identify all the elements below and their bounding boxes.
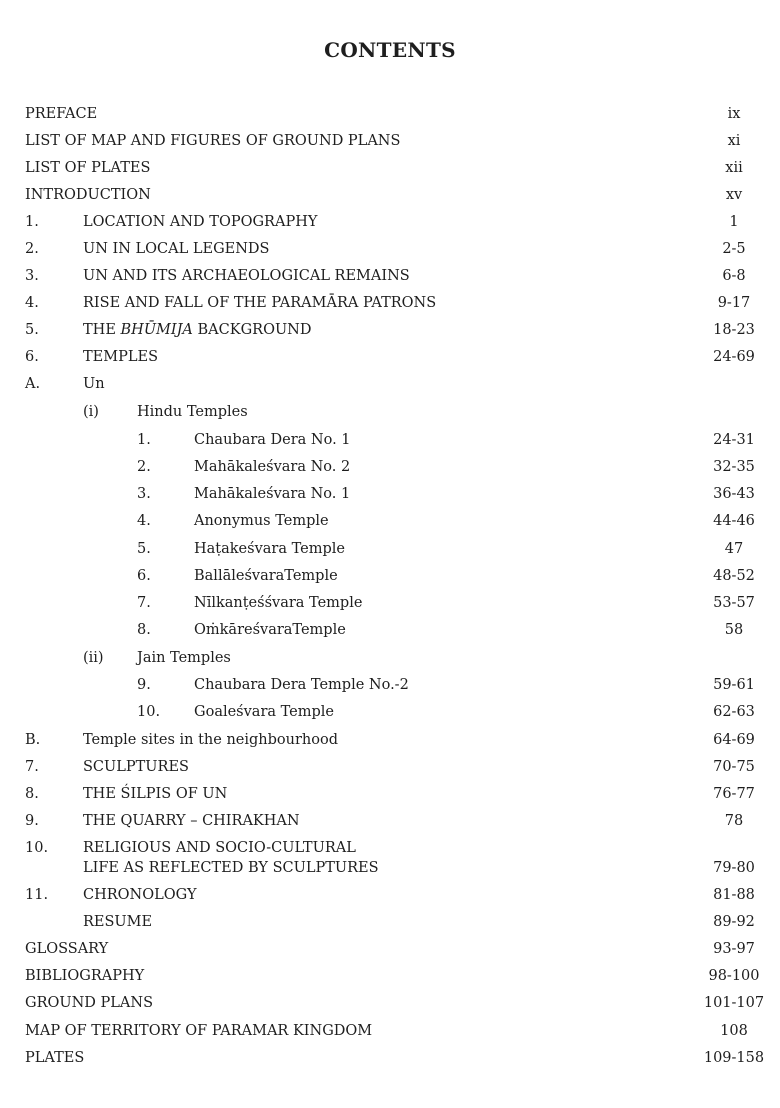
toc-entry-page: 64-69 — [713, 732, 755, 748]
toc-entry-label: THE ŚILPIS OF UN — [83, 786, 228, 802]
toc-entry-number: 4. — [137, 513, 151, 529]
toc-entry-subsection-i — [0, 400, 780, 424]
toc-entry-chapter-1 — [0, 210, 780, 234]
toc-entry-number: 11. — [25, 887, 49, 903]
toc-entry-page: 47 — [724, 541, 744, 557]
toc-entry-subsection-ii — [0, 646, 780, 670]
toc-entry-page: 93-97 — [713, 941, 755, 957]
toc-entry-label: Haṭakeśvara Temple — [194, 541, 345, 557]
toc-entry-label: MAP OF TERRITORY OF PARAMAR KINGDOM — [25, 1023, 373, 1039]
toc-entry-number: 9. — [137, 677, 151, 693]
toc-entry-number: 4. — [25, 295, 39, 311]
toc-entry-list-of-plates — [0, 156, 780, 180]
toc-entry-label — [83, 318, 312, 342]
toc-entry-label: TEMPLES — [83, 349, 159, 365]
toc-entry-page: 2-5 — [722, 241, 746, 257]
toc-entry-number: 8. — [25, 786, 39, 802]
toc-entry-page: 24-69 — [713, 349, 755, 365]
toc-entry-label: Hindu Temples — [137, 404, 248, 420]
toc-entry-number: 6. — [137, 568, 151, 584]
toc-entry-chapter-4 — [0, 291, 780, 315]
toc-entry-page: 62-63 — [713, 704, 755, 720]
toc-entry-page: 44-46 — [713, 513, 755, 529]
toc-entry-page: 9-17 — [717, 295, 751, 311]
toc-entry-list-of-maps — [0, 129, 780, 153]
toc-entry-hindu-4 — [0, 509, 780, 533]
toc-entry-page: 48-52 — [713, 568, 755, 584]
toc-entry-label: UN AND ITS ARCHAEOLOGICAL REMAINS — [83, 268, 410, 284]
toc-entry-section-a — [0, 372, 780, 396]
toc-entry-page: 79-80 — [713, 860, 755, 876]
toc-entry-page: 101-107 — [703, 995, 765, 1011]
toc-entry-chapter-5 — [0, 318, 780, 342]
toc-entry-label: RESUME — [83, 914, 153, 930]
toc-entry-chapter-9 — [0, 809, 780, 833]
toc-entry-label: SCULPTURES — [83, 759, 189, 775]
toc-entry-label-line-2: LIFE AS REFLECTED BY SCULPTURES — [83, 860, 379, 876]
toc-entry-hindu-2 — [0, 455, 780, 479]
toc-entry-number: (i) — [83, 404, 99, 420]
toc-entry-number: 3. — [25, 268, 39, 284]
toc-entry-jain-10 — [0, 700, 780, 724]
toc-entry-number: A. — [25, 376, 41, 392]
toc-entry-page: 70-75 — [713, 759, 755, 775]
toc-entry-page: 109-158 — [703, 1050, 765, 1066]
toc-entry-label: Un — [83, 376, 105, 392]
toc-entry-chapter-3 — [0, 264, 780, 288]
toc-entry-section-b — [0, 728, 780, 752]
toc-entry-label: PREFACE — [25, 106, 98, 122]
toc-entry-number: 2. — [137, 459, 151, 475]
toc-entry-chapter-11 — [0, 883, 780, 907]
toc-entry-label: Chaubara Dera Temple No.-2 — [194, 677, 409, 693]
toc-entry-label: Nīlkanṭeśśvara Temple — [194, 595, 363, 611]
toc-entry-chapter-8 — [0, 782, 780, 806]
toc-entry-label: LIST OF PLATES — [25, 160, 151, 176]
toc-entry-label-pre: THE — [83, 322, 121, 338]
toc-entry-page: 98-100 — [708, 968, 760, 984]
toc-entry-page: 108 — [720, 1023, 748, 1039]
toc-entry-hindu-6 — [0, 564, 780, 588]
toc-entry-label: GROUND PLANS — [25, 995, 154, 1011]
toc-entry-page: 81-88 — [713, 887, 755, 903]
toc-entry-label: Jain Temples — [137, 650, 231, 666]
toc-entry-preface — [0, 102, 780, 126]
toc-entry-label-italic: BHŪMIJA — [120, 322, 193, 338]
toc-entry-number: 8. — [137, 622, 151, 638]
toc-entry-page: xi — [727, 133, 741, 149]
toc-entry-label-post: BACKGROUND — [192, 322, 312, 338]
toc-entry-page: xii — [725, 160, 743, 176]
toc-entry-label: RISE AND FALL OF THE PARAMĀRA PATRONS — [83, 295, 437, 311]
toc-entry-page: 53-57 — [713, 595, 755, 611]
toc-entry-jain-9 — [0, 673, 780, 697]
toc-entry-number: 1. — [25, 214, 39, 230]
toc-entry-number: 2. — [25, 241, 39, 257]
toc-entry-number: 5. — [137, 541, 151, 557]
toc-entry-label: LOCATION AND TOPOGRAPHY — [83, 214, 318, 230]
toc-entry-page: 76-77 — [713, 786, 755, 802]
toc-entry-label: Temple sites in the neighbourhood — [83, 732, 339, 748]
page-title: CONTENTS — [324, 38, 456, 62]
toc-entry-map — [0, 1019, 780, 1043]
toc-entry-number: (ii) — [83, 650, 104, 666]
toc-entry-resume — [0, 910, 780, 934]
toc-entry-page: 32-35 — [713, 459, 755, 475]
toc-entry-glossary — [0, 937, 780, 961]
toc-entry-hindu-7 — [0, 591, 780, 615]
toc-entry-number: 10. — [137, 704, 161, 720]
toc-entry-label: Mahākaleśvara No. 2 — [194, 459, 351, 475]
toc-entry-label: Goaleśvara Temple — [194, 704, 335, 720]
toc-entry-label: Anonymus Temple — [194, 513, 329, 529]
toc-entry-hindu-8 — [0, 618, 780, 642]
toc-entry-bibliography — [0, 964, 780, 988]
toc-entry-label: BIBLIOGRAPHY — [25, 968, 145, 984]
toc-entry-page: 18-23 — [713, 322, 755, 338]
toc-entry-number: 7. — [137, 595, 151, 611]
toc-entry-label: OṁkāreśvaraTemple — [194, 622, 346, 638]
toc-entry-page: xv — [725, 187, 743, 203]
toc-entry-plates — [0, 1046, 780, 1070]
toc-entry-page: 36-43 — [713, 486, 755, 502]
toc-entry-page: 24-31 — [713, 432, 755, 448]
toc-entry-label — [83, 838, 379, 878]
toc-entry-page: 89-92 — [713, 914, 755, 930]
toc-entry-hindu-5 — [0, 537, 780, 561]
toc-entry-number: 1. — [137, 432, 151, 448]
toc-entry-page: 6-8 — [722, 268, 746, 284]
toc-entry-number: B. — [25, 732, 41, 748]
toc-entry-number: 5. — [25, 322, 39, 338]
toc-entry-label: CHRONOLOGY — [83, 887, 197, 903]
toc-entry-label: BallāleśvaraTemple — [194, 568, 338, 584]
toc-entry-chapter-10 — [0, 838, 780, 882]
toc-entry-label: INTRODUCTION — [25, 187, 151, 203]
toc-entry-page: 78 — [724, 813, 744, 829]
toc-entry-number: 10. — [25, 840, 49, 856]
toc-entry-page: 59-61 — [713, 677, 755, 693]
toc-entry-number: 9. — [25, 813, 39, 829]
toc-entry-label: LIST OF MAP AND FIGURES OF GROUND PLANS — [25, 133, 401, 149]
toc-entry-number: 3. — [137, 486, 151, 502]
toc-entry-page: ix — [727, 106, 741, 122]
toc-entry-page: 58 — [724, 622, 744, 638]
toc-entry-label: Mahākaleśvara No. 1 — [194, 486, 351, 502]
toc-entry-label-line-1: RELIGIOUS AND SOCIO-CULTURAL — [83, 840, 356, 856]
toc-entry-number: 7. — [25, 759, 39, 775]
toc-entry-page: 1 — [729, 214, 739, 230]
toc-entry-label: THE QUARRY – CHIRAKHAN — [83, 813, 300, 829]
toc-entry-label: PLATES — [25, 1050, 85, 1066]
toc-entry-chapter-6 — [0, 345, 780, 369]
toc-entry-hindu-3 — [0, 482, 780, 506]
toc-entry-introduction — [0, 183, 780, 207]
toc-entry-ground-plans — [0, 991, 780, 1015]
toc-entry-hindu-1 — [0, 428, 780, 452]
toc-entry-label: Chaubara Dera No. 1 — [194, 432, 351, 448]
toc-entry-number: 6. — [25, 349, 39, 365]
toc-entry-chapter-2 — [0, 237, 780, 261]
toc-entry-label: UN IN LOCAL LEGENDS — [83, 241, 270, 257]
toc-entry-chapter-7 — [0, 755, 780, 779]
toc-entry-label: GLOSSARY — [25, 941, 109, 957]
